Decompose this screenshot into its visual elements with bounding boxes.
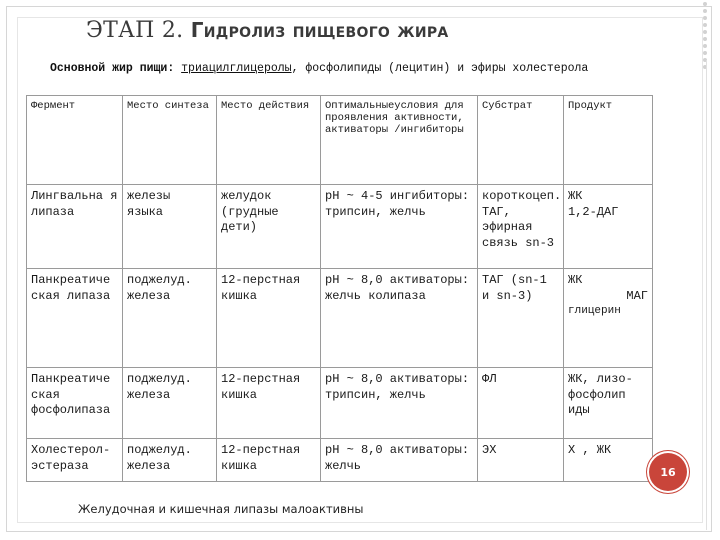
cell-product: ЖК, лизо-фосфолип иды xyxy=(564,368,653,439)
product-a: ЖК xyxy=(568,189,583,203)
subtitle-underlined: триацилглицеролы xyxy=(181,62,292,75)
cell-action: 12-перстная кишка xyxy=(217,439,321,482)
cell-action: 12-перстная кишка xyxy=(217,269,321,368)
cell-action: желудок (грудные дети) xyxy=(217,185,321,269)
title-main: Гидролиз пищевого жира xyxy=(190,18,449,42)
side-decoration-line xyxy=(706,60,707,530)
header-product: Продукт xyxy=(564,96,653,185)
cell-synthesis: поджелуд. железа xyxy=(123,368,217,439)
header-enzyme: Фермент xyxy=(27,96,123,185)
footnote: Желудочная и кишечная липазы малоактивны xyxy=(78,502,364,516)
cell-product xyxy=(564,185,653,269)
product-b: МАГ xyxy=(626,288,648,303)
product-c: глицерин xyxy=(568,305,621,317)
lipase-table xyxy=(26,95,653,482)
cell-substrate: короткоцеп. ТАГ, эфирная связь sn-3 xyxy=(478,185,564,269)
slide-subtitle xyxy=(50,62,588,75)
header-substrate: Субстрат xyxy=(478,96,564,185)
slide-title xyxy=(86,18,449,43)
header-synthesis: Место синтеза xyxy=(123,96,217,185)
cell-substrate: ТАГ (sn-1 и sn-3) xyxy=(478,269,564,368)
cell-conditions: pH ~ 4-5 ингибиторы: трипсин, желчь xyxy=(321,185,478,269)
cell-synthesis: железы языка xyxy=(123,185,217,269)
product-b: 1,2-ДАГ xyxy=(568,204,619,219)
table-row xyxy=(27,185,653,269)
cell-enzyme: Холестерол-эстераза xyxy=(27,439,123,482)
table-row xyxy=(27,368,653,439)
header-conditions: Оптимальныеусловия для проявления активности, активаторы /ингибиторы xyxy=(321,96,478,185)
cell-synthesis: поджелуд. железа xyxy=(123,269,217,368)
cell-enzyme: Панкреатиче ская липаза xyxy=(27,269,123,368)
cell-conditions: pH ~ 8,0 активаторы: желчь колипаза xyxy=(321,269,478,368)
cell-product xyxy=(564,269,653,368)
subtitle-rest: , фосфолипиды (лецитин) и эфиры холестерола xyxy=(291,62,589,75)
cell-enzyme: Панкреатиче ская фосфолипаза xyxy=(27,368,123,439)
table-row xyxy=(27,439,653,482)
product-a: ЖК xyxy=(568,273,583,287)
cell-product: Х , ЖК xyxy=(564,439,653,482)
page-number-badge: 16 xyxy=(649,453,687,491)
header-action: Место действия xyxy=(217,96,321,185)
cell-substrate: ЭХ xyxy=(478,439,564,482)
cell-conditions: pH ~ 8,0 активаторы: трипсин, желчь xyxy=(321,368,478,439)
cell-substrate: ФЛ xyxy=(478,368,564,439)
cell-action: 12-перстная кишка xyxy=(217,368,321,439)
table-row xyxy=(27,269,653,368)
table-header-row xyxy=(27,96,653,185)
title-prefix: ЭТАП 2. xyxy=(86,18,191,43)
cell-conditions: pH ~ 8,0 активаторы: желчь xyxy=(321,439,478,482)
subtitle-label: Основной жир пищи: xyxy=(50,62,175,75)
cell-enzyme: Лингвальна я липаза xyxy=(27,185,123,269)
cell-synthesis: поджелуд. железа xyxy=(123,439,217,482)
corner-decoration xyxy=(694,0,716,69)
